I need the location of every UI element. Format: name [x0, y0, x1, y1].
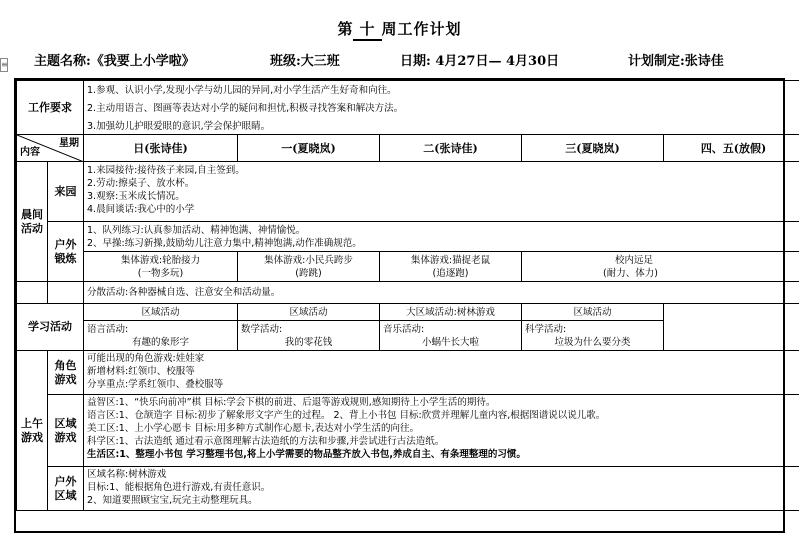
group-game-title: 集体游戏:轮胎接力 [120, 255, 201, 266]
theme-name: 主题名称:《我要上小学啦》 [34, 54, 195, 69]
arrival-row [17, 162, 799, 222]
day-header-row [17, 135, 799, 162]
day-header: 二(张诗佳) [380, 135, 522, 162]
arrival-content [84, 162, 799, 222]
outdoor-area-item: 目标:1、能根据角色进行游戏,有责任意识。 [87, 482, 271, 493]
page-title [0, 18, 799, 41]
subject-name: 我的零花钱 [284, 337, 333, 348]
subject-type: 音乐活动: [383, 324, 425, 335]
subject-name: 有趣的象形字 [131, 337, 189, 348]
subject-name: 垃圾为什么要分类 [554, 337, 631, 348]
day-header: 日(张诗佳) [84, 135, 238, 162]
subject-type: 科学活动: [525, 324, 567, 335]
arrival-label: 来园 [48, 162, 84, 222]
group-game-sub: (一物多玩) [137, 268, 184, 279]
header-diagonal-cell [17, 135, 84, 162]
week-number: 十 [353, 18, 381, 41]
area-game-row [17, 395, 799, 467]
area-activity-header: 区域活动 [522, 304, 664, 321]
role-game-label: 角色游戏 [48, 351, 84, 395]
role-game-item: 分享重点:学系红领巾、叠校服等 [87, 379, 224, 390]
role-game-row [17, 351, 799, 395]
arrival-item: 3.观察:玉米成长情况。 [87, 191, 185, 202]
area-activity-header: 大区域活动:树林游戏 [380, 304, 522, 321]
subject-name: 小蜗牛长大啦 [421, 337, 479, 348]
area-game-content [84, 395, 799, 467]
outdoor-exercise-label: 户外锻炼 [48, 222, 84, 282]
outdoor-exercise-row [17, 222, 799, 252]
date-range: 日期: 4月27日— 4月30日 [400, 54, 560, 69]
dispersed-activity: 分散活动:各种器械自选、注意安全和活动量。 [84, 282, 799, 304]
subject-cell [84, 321, 238, 351]
group-game-cell [238, 252, 380, 282]
exercise-item: 1、队列练习:认真参加活动、精神饱满、神情愉悦。 [87, 225, 306, 236]
area-game-label: 区域游戏 [48, 395, 84, 467]
role-game-content [84, 351, 799, 395]
forenoon-game-label: 上午游戏 [17, 351, 48, 511]
exercise-item: 2、早操:练习新操,鼓励幼儿注意力集中,精神饱满,动作准确规范。 [87, 238, 362, 249]
arrival-item: 4.晨间谈话:我心中的小学 [87, 204, 195, 215]
group-game-sub: (跨跳) [295, 268, 322, 279]
margin-mark-icon: ≡ [0, 58, 8, 72]
area-activity-header: 区域活动 [84, 304, 238, 321]
requirement-item: 2.主动用语言、图画等表达对小学的疑问和担忧,积极寻找答案和解决方法。 [87, 103, 404, 114]
arrival-item: 1.来园接待:接待孩子来园,自主签到。 [87, 165, 245, 176]
class-name: 班级:大三班 [270, 54, 340, 69]
area-game-item: 生活区:1、整理小书包 学习整理书包,将上小学需要的物品整齐放入书包,养成自主、有条理整理的习惯。 [87, 449, 526, 460]
day-header: 四、五(放假) [664, 135, 799, 162]
dispersed-row [17, 282, 799, 304]
requirement-item: 3.加强幼儿护眼爱眼的意识,学会保护眼睛。 [87, 121, 271, 132]
diag-content-label: 内容 [20, 147, 40, 158]
requirement-item: 1.参观、认识小学,发现小学与幼儿园的异同,对小学生活产生好奇和向往。 [87, 85, 397, 96]
subject-cell [380, 321, 522, 351]
area-game-item: 科学区:1、古法造纸 通过看示意图理解古法造纸的方法和步骤,并尝试进行古法造纸。 [87, 436, 445, 447]
work-requirements-row [17, 81, 799, 135]
area-game-item: 语言区:1、仓颉造字 目标:初步了解象形文字产生的过程。 2、背上小书包 目标:欣赏并理解儿童内容,根据图谱说以说儿歌。 [87, 410, 606, 421]
subject-type: 数学活动: [241, 324, 283, 335]
plan-table-frame [14, 78, 785, 533]
subject-cell [238, 321, 380, 351]
group-game-sub: (追逐跑) [432, 268, 469, 279]
arrival-item: 2.劳动:擦桌子、放水杯。 [87, 178, 195, 189]
outdoor-area-item: 2、知道要照顾宝宝,玩完主动整理玩具。 [87, 495, 258, 506]
work-requirements-content [84, 81, 799, 135]
group-game-cell [380, 252, 522, 282]
outdoor-exercise-content [84, 222, 799, 252]
area-game-item: 美工区:1、上小学心愿卡 目标:用多种方式制作心愿卡,表达对小学生活的向往。 [87, 423, 419, 434]
area-game-item: 益智区:1、“快乐向前冲”棋 目标:学会下棋的前进、后退等游戏规则,感知期待上小学生活的期待。 [87, 397, 496, 408]
learning-activity-label: 学习活动 [17, 304, 84, 351]
outdoor-area-content [84, 467, 799, 511]
outdoor-area-item: 区域名称:树林游戏 [87, 469, 167, 480]
group-game-cell [522, 252, 799, 282]
group-game-cell [84, 252, 238, 282]
day-header: 三(夏晓岚) [522, 135, 664, 162]
diag-weekday-label: 星期 [59, 138, 79, 149]
day-header: 一(夏晓岚) [238, 135, 380, 162]
planner: 计划制定:张诗佳 [628, 54, 724, 69]
role-game-item: 可能出现的角色游戏:娃娃家 [87, 353, 205, 364]
plan-table [16, 80, 799, 511]
area-activity-header: 区域活动 [238, 304, 380, 321]
group-game-title: 集体游戏:小民兵跨步 [264, 255, 353, 266]
work-requirements-label: 工作要求 [17, 81, 84, 135]
title-prefix: 第 [337, 20, 354, 38]
subject-type: 语言活动: [87, 324, 129, 335]
title-suffix: 周工作计划 [381, 20, 462, 38]
outdoor-area-row [17, 467, 799, 511]
group-game-title: 集体游戏:猫捉老鼠 [410, 255, 491, 266]
learning-areas-row [17, 304, 799, 321]
morning-activity-label: 晨间活动 [17, 162, 48, 282]
group-game-title: 校内远足 [615, 255, 654, 266]
outdoor-area-label: 户外区域 [48, 467, 84, 511]
group-game-sub: (耐力、体力) [603, 268, 658, 279]
role-game-item: 新增材料:红领巾、校服等 [87, 366, 195, 377]
group-games-row [17, 252, 799, 282]
subject-cell [522, 321, 664, 351]
